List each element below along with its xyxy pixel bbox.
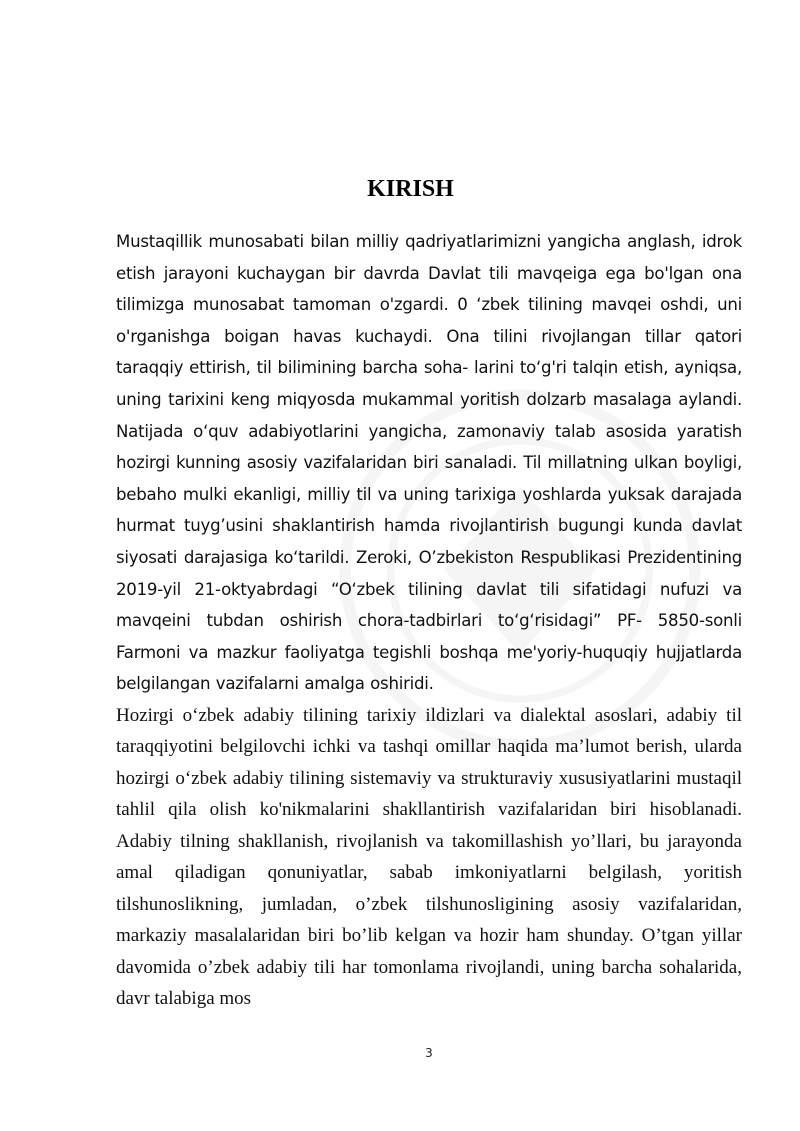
intro-paragraph: Mustaqillik munosabati bilan milliy qadriyatlarimizni yangicha anglash, idrok etish jarayoni kuchaygan bir davrda Davlat tili mavqeiga ega bo'lgan ona tilimizga munosabat tamoman o'zgardi. 0 ‘zbek tilining mavqei oshdi, uni o'rganishga boigan havas kuchaydi. Ona tilini rivojlangan tillar qatori taraqqiy ettirish, til bilimining barcha soha- larini to‘g'ri talqin etish, ayniqsa, uning tarixini keng miqyosda mukammal yoritish dolzarb masalaga aylandi. Natijada o‘quv adabiyotlarini yangicha, zamonaviy talab asosida yaratish hozirgi kunning asosiy vazifalaridan biri sanaladi. Til millatning ulkan boyligi, bebaho mulki ekanligi, milliy til va uning tarixiga yoshlarda yuksak darajada hurmat tuyg’usini shaklantirish hamda rivojlantirish bugungi kunda davlat siyosati darajasiga ko‘tarildi. Zeroki, O’zbekiston Respublikasi Prezidentining 2019-yil 21-oktyabrdagi “O‘zbek tilining davlat tili sifatidagi nufuzi va mavqeini tubdan oshirish chora-tadbirlari to‘g‘risidagi” PF- 5850-sonli Farmoni va mazkur faoliyatga tegishli boshqa me'yoriy-huquqiy hujjatlarda belgilangan vazifalarni amalga oshiridi. (116, 232, 742, 694)
body-text (116, 226, 742, 1015)
page-number: 3 (425, 1046, 433, 1060)
continuation-paragraph: Hozirgi o‘zbek adabiy tilining tarixiy ildizlari va dialektal asoslari, adabiy til taraqqiyotini belgilovchi ichki va tashqi omillar haqida ma’lumot berish, ularda hozirgi o‘zbek adabiy tilining sistemaviy va strukturaviy xususiyatlarini mustaqil tahlil qila olish ko'nikmalarini shakllantirish vazifalaridan biri hisoblanadi. Adabiy tilning shakllanish, rivojlanish va takomillashish yo’llari, bu jarayonda amal qiladigan qonuniyatlar, sabab imkoniyatlarni belgilash, yoritish tilshunoslikning, jumladan, o’zbek tilshunosligining asosiy vazifalaridan, markaziy masalalaridan biri bo’lib kelgan va hozir ham shunday. O’tgan yillar davomida o’zbek adabiy tili har tomonlama rivojlandi, uning barcha sohalarida, davr talabiga mos (116, 704, 742, 1010)
page-title: KIRISH (367, 176, 454, 202)
